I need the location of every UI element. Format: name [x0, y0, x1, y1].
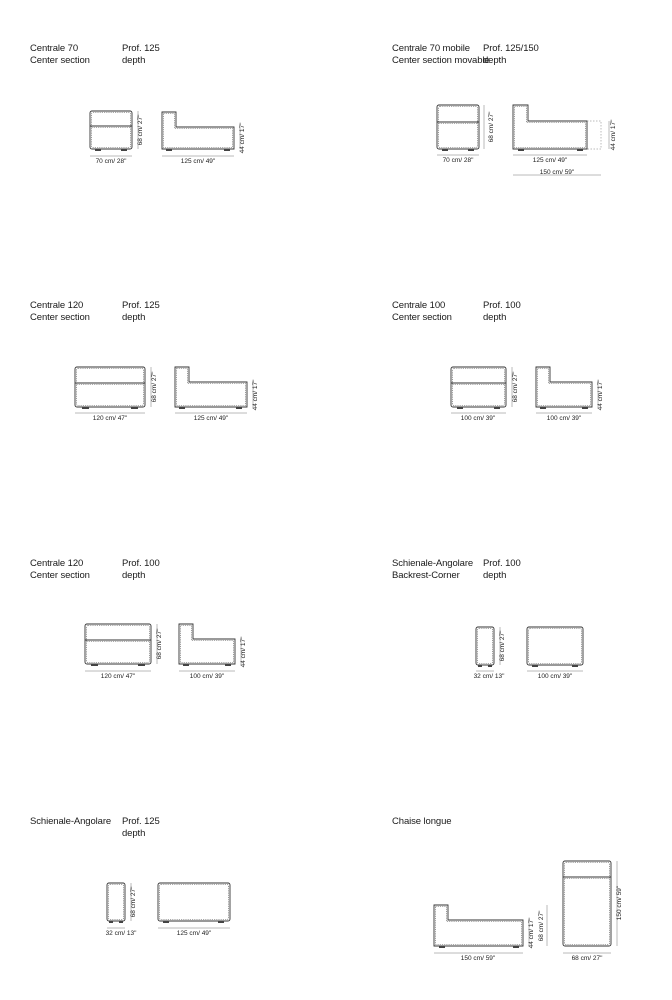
item-2-name: Centrale 70 mobile	[392, 43, 470, 54]
item-4-name-en: Center section	[392, 312, 452, 323]
item-4-height-dim: 68 cm/ 27"	[512, 371, 519, 403]
item-7-depth: Prof. 125	[122, 816, 160, 827]
item-3-depth-en: depth	[122, 312, 146, 323]
item-5-depth-dim: 100 cm/ 39"	[189, 673, 225, 680]
item-5-name-en: Center section	[30, 570, 90, 581]
item-1-depth: Prof. 125	[122, 43, 160, 54]
item-5-seat-dim: 44 cm/ 17"	[240, 636, 247, 668]
item-1-height-dim: 68 cm/ 27"	[137, 114, 144, 146]
item-3-height-dim: 68 cm/ 27"	[151, 371, 158, 403]
item-7-height-dim: 68 cm/ 27"	[130, 886, 137, 918]
item-4-name: Centrale 100	[392, 300, 446, 311]
item-1-side-view	[162, 112, 234, 151]
item-8-height-dim: 68 cm/ 27"	[538, 910, 545, 942]
item-8-length-dim: 150 cm/ 59"	[616, 885, 623, 921]
item-3-seat-dim: 44 cm/ 17"	[252, 379, 259, 411]
item-2-depth: Prof. 125/150	[483, 43, 539, 54]
item-7-name: Schienale-Angolare	[30, 816, 112, 827]
item-4-front-view	[451, 367, 506, 409]
item-5-height-dim: 68 cm/ 27"	[156, 628, 163, 660]
item-8-name: Chaise longue	[392, 816, 452, 827]
item-8-seat-dim: 44 cm/ 17"	[528, 917, 535, 949]
item-6-width-dim: 32 cm/ 13"	[473, 673, 505, 680]
item-3-name-en: Center section	[30, 312, 90, 323]
item-4-seat-dim: 44 cm/ 17"	[597, 379, 604, 411]
item-2-depth-ext-dim: 150 cm/ 59"	[539, 169, 575, 176]
item-5-width-dim: 120 cm/ 47"	[100, 673, 136, 680]
item-8-top-view	[563, 861, 611, 946]
item-4-depth-en: depth	[483, 312, 507, 323]
item-2-depth-en: depth	[483, 55, 507, 66]
item-8-width-dim: 68 cm/ 27"	[571, 955, 603, 962]
item-6-depth: Prof. 100	[483, 558, 521, 569]
item-5-side-view	[179, 624, 235, 666]
item-2-seat-dim: 44 cm/ 17"	[610, 119, 617, 151]
item-1-name: Centrale 70	[30, 43, 79, 54]
item-5-front-view	[85, 624, 151, 666]
item-7-width-dim: 32 cm/ 13"	[105, 930, 137, 937]
item-3-depth-dim: 125 cm/ 49"	[193, 415, 229, 422]
item-3-width-dim: 120 cm/ 47"	[92, 415, 128, 422]
item-1-seat-dim: 44 cm/ 17"	[239, 122, 246, 154]
item-2-depth-dim: 125 cm/ 49"	[532, 157, 568, 164]
item-5-name: Centrale 120	[30, 558, 84, 569]
item-2-width-dim: 70 cm/ 28"	[442, 157, 474, 164]
item-6-side-view	[527, 627, 583, 667]
item-1-depth-dim: 125 cm/ 49"	[180, 158, 216, 165]
item-2-name-en: Center section movable	[392, 55, 490, 66]
item-8-depth-dim: 150 cm/ 59"	[460, 955, 496, 962]
item-7-depth-en: depth	[122, 828, 146, 839]
item-4-depth: Prof. 100	[483, 300, 521, 311]
item-4-side-view	[536, 367, 592, 409]
item-3-front-view	[75, 367, 145, 409]
item-2-front-view	[437, 105, 479, 151]
item-6-height-dim: 68 cm/ 27"	[499, 630, 506, 662]
item-5-depth: Prof. 100	[122, 558, 160, 569]
item-1-name-en: Center section	[30, 55, 90, 66]
item-1-front-view	[90, 111, 132, 151]
item-4-width-dim: 100 cm/ 39"	[460, 415, 496, 422]
item-7-depth-dim: 125 cm/ 49"	[176, 930, 212, 937]
item-6-depth-en: depth	[483, 570, 507, 581]
item-4-depth-dim: 100 cm/ 39"	[546, 415, 582, 422]
item-5-depth-en: depth	[122, 570, 146, 581]
item-6-depth-dim: 100 cm/ 39"	[537, 673, 573, 680]
item-8-side-view	[434, 905, 523, 948]
item-7-side-view	[158, 883, 230, 923]
item-1-depth-en: depth	[122, 55, 146, 66]
item-3-depth: Prof. 125	[122, 300, 160, 311]
item-3-side-view	[175, 367, 247, 409]
item-7-front-view	[107, 883, 125, 923]
item-6-name-en: Backrest-Corner	[392, 570, 460, 581]
item-6-front-view	[476, 627, 494, 667]
item-1-width-dim: 70 cm/ 28"	[95, 158, 127, 165]
item-3-name: Centrale 120	[30, 300, 84, 311]
item-6-name: Schienale-Angolare	[392, 558, 474, 569]
item-2-height-dim: 68 cm/ 27"	[488, 111, 495, 143]
item-2-side-view	[513, 105, 601, 151]
